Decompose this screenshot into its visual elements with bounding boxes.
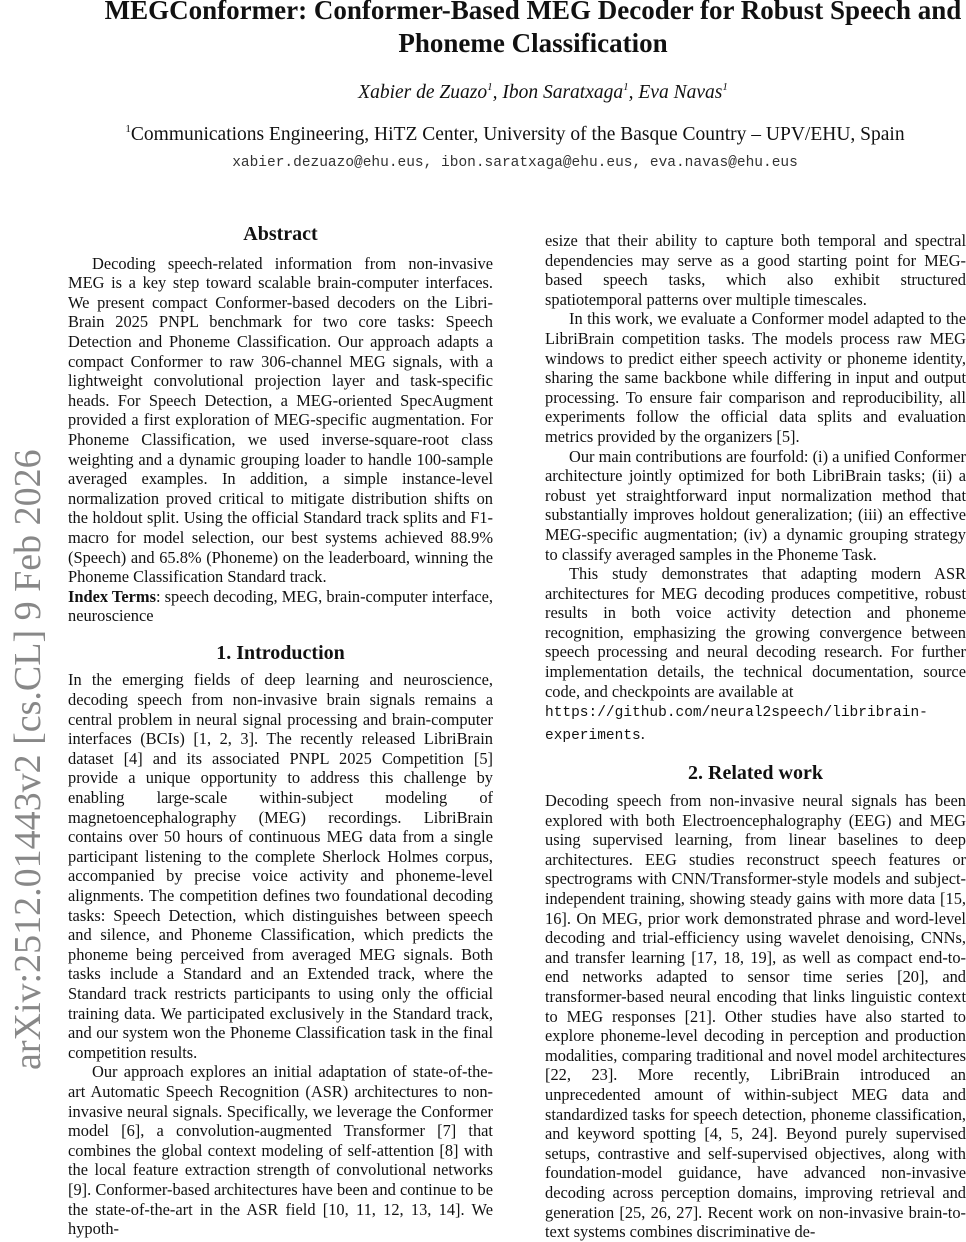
author-affil-mark: 1 <box>623 81 629 93</box>
repository-link[interactable]: https://github.com/neural2speech/libribrain-experiments <box>545 705 928 744</box>
index-terms-text: : speech decoding, MEG, brain-computer interface, neuroscience <box>68 586 493 626</box>
intro-paragraph: Our main contributions are fourfold: (i) a unified Conformer architecture jointly optimized for both LibriBrain tasks; (ii) a robust yet straightforward input normalization method that substantially improves holdout generalization; (iii) an effective MEG-specific augmentation; (iv) a dynamic grouping strategy to classify averaged samples in the Phoneme Task. <box>545 446 966 564</box>
author-list <box>60 82 966 104</box>
paper-title: MEGConformer: Conformer-Based MEG Decoder for Robust Speech and Phoneme Classification <box>104 0 962 58</box>
arxiv-identifier: arXiv:2512.01443v2 [cs.CL] 9 Feb 2026 <box>7 449 49 1070</box>
related-work-paragraph: Decoding speech from non-invasive neural signals has been explored with both Electroencephalography (EEG) and MEG using supervised learning, from linear baselines to deep architectures. EEG studies reconstruct speech features or spectrograms with CNN/Transformer-style models and subject-independent training, showing steady gains with more data [15, 16]. On MEG, prior work demonstrated phrase and word-level decoding and trial-efficiency using wavelet denoising, CNNs, and transfer learning [17, 18, 19], as well as compact end-to-end networks adapted to sensor time series [20], and transformer-based neural encoding that links linguistic context to MEG responses [21]. Other studies have also started to explore phoneme-level decoding in perception and production modalities, comparing traditional and novel model architectures [22, 23]. More recently, LibriBrain introduced an unprecedented amount of within-subject MEG data and standardized tasks for speech detection, phoneme classification, and keyword spotting [4, 5, 24]. Beyond purely supervised setups, contrastive and self-supervised objectives, along with foundation-model guidance, have advanced non-invasive decoding across perception domains, improving retrieval and generation [25, 26, 27]. Recent work on non-invasive brain-to-text systems combines discriminative de- <box>545 791 966 1242</box>
intro-paragraph: esize that their ability to capture both temporal and spectral dependencies may serve as a good starting point for MEG-based speech tasks, which also exhibit structured spatiotemporal patterns over multiple timescales. <box>545 231 966 309</box>
affil-mark: 1 <box>125 123 131 135</box>
author-separator: , <box>492 82 503 103</box>
related-work-heading: 2. Related work <box>688 762 823 785</box>
author-name: Xabier de Zuazo <box>358 82 488 103</box>
abstract-text: Decoding speech-related information from non-invasive MEG is a key step toward scalable brain-computer interfaces. We present compact Conformer-based decoders on the Libri-Brain 2025 PNPL benchmark for two core tasks: Speech Detection and Phoneme Classification. Our approach adapts a compact Conformer to raw 306-channel MEG signals, with a lightweight convolutional projection layer and task-specific heads. For Speech Detection, a MEG-oriented SpecAugment provided a first exploration of MEG-specific augmentation. For Phoneme Classification, we used inverse-square-root class weighting and a dynamic grouping loader to handle 100-sample averaged examples. In addition, a simple instance-level normalization proved critical to mitigate distribution shifts on the holdout split. Using the official Standard track splits and F1-macro for model selection, our best systems achieved 88.9% (Speech) and 65.8% (Phoneme) on the leaderboard, winning the Phoneme Classification Standard track. <box>68 253 493 587</box>
author-affil-mark: 1 <box>722 81 728 93</box>
author-emails: xabier.dezuazo@ehu.eus, ibon.saratxaga@ehu.eus, eva.navas@ehu.eus <box>232 155 798 171</box>
index-terms-label: Index Terms <box>68 586 156 606</box>
affiliation-text: Communications Engineering, HiTZ Center, University of the Basque Country – UPV/EHU, Spain <box>130 124 905 145</box>
introduction-heading: 1. Introduction <box>216 641 345 664</box>
right-column <box>545 231 966 1242</box>
period: . <box>640 723 645 743</box>
intro-paragraph: In the emerging fields of deep learning and neuroscience, decoding speech from non-invasive brain signals remains a central problem in neural signal processing and brain-computer interfaces (BCIs) [1, 2, 3]. The recently released LibriBrain dataset [4] and its associated PNPL 2025 Competition [5] provide a unique opportunity to address this challenge by enabling large-scale within-subject modeling of magnetoencephalography (MEG) recordings. LibriBrain contains over 50 hours of continuous MEG data from a single participant listening to the complete Sherlock Holmes corpus, accompanied by precise voice activity and phoneme-level alignments. The competition defines two foundational decoding tasks: Speech Detection, which distinguishes between speech and silence, and Phoneme Classification, which predicts the phoneme being perceived from averaged MEG signals. Both tasks include a Standard and an Extended track, where the Standard track restricts participants to using only the official training data. We participated exclusively in the Standard track, and our system won the Phoneme Classification task in the final competition results. <box>68 670 493 1062</box>
abstract-heading: Abstract <box>243 223 318 245</box>
author-name: Ibon Saratxaga <box>502 82 624 103</box>
intro-paragraph: Our approach explores an initial adaptation of state-of-the-art Automatic Speech Recognition (ASR) architectures to non-invasive neural signals. Specifically, we leverage the Conformer model [6], a convolution-augmented Transformer [7] that combines the global context modeling of self-attention [8] with the local feature extraction strength of convolutional networks [9]. Conformer-based architectures have been and continue to be the state-of-the-art in the ASR field [10, 11, 12, 13, 14]. We hypoth- <box>68 1062 493 1239</box>
left-column <box>68 225 493 1239</box>
author-name: Eva Navas <box>638 82 723 103</box>
author-separator: , <box>628 82 639 103</box>
author-affil-mark: 1 <box>487 81 493 93</box>
index-terms <box>68 587 493 626</box>
affiliation <box>60 124 966 146</box>
repo-link-line <box>545 701 966 746</box>
intro-paragraph: In this work, we evaluate a Conformer model adapted to the LibriBrain competition tasks. The models process raw MEG windows to predict either speech activity or phoneme identity, sharing the same backbone while differing in input and output processing. To ensure fair comparison and reproducibility, all experiments follow the official data splits and evaluation metrics provided by the organizers [5]. <box>545 309 966 446</box>
intro-paragraph: This study demonstrates that adapting modern ASR architectures for MEG decoding produces competitive, robust results in both voice activity detection and phoneme recognition, emphasizing the growing convergence between speech processing and neural decoding research. For further implementation details, the technical documentation, source code, and checkpoints are available at <box>545 564 966 701</box>
